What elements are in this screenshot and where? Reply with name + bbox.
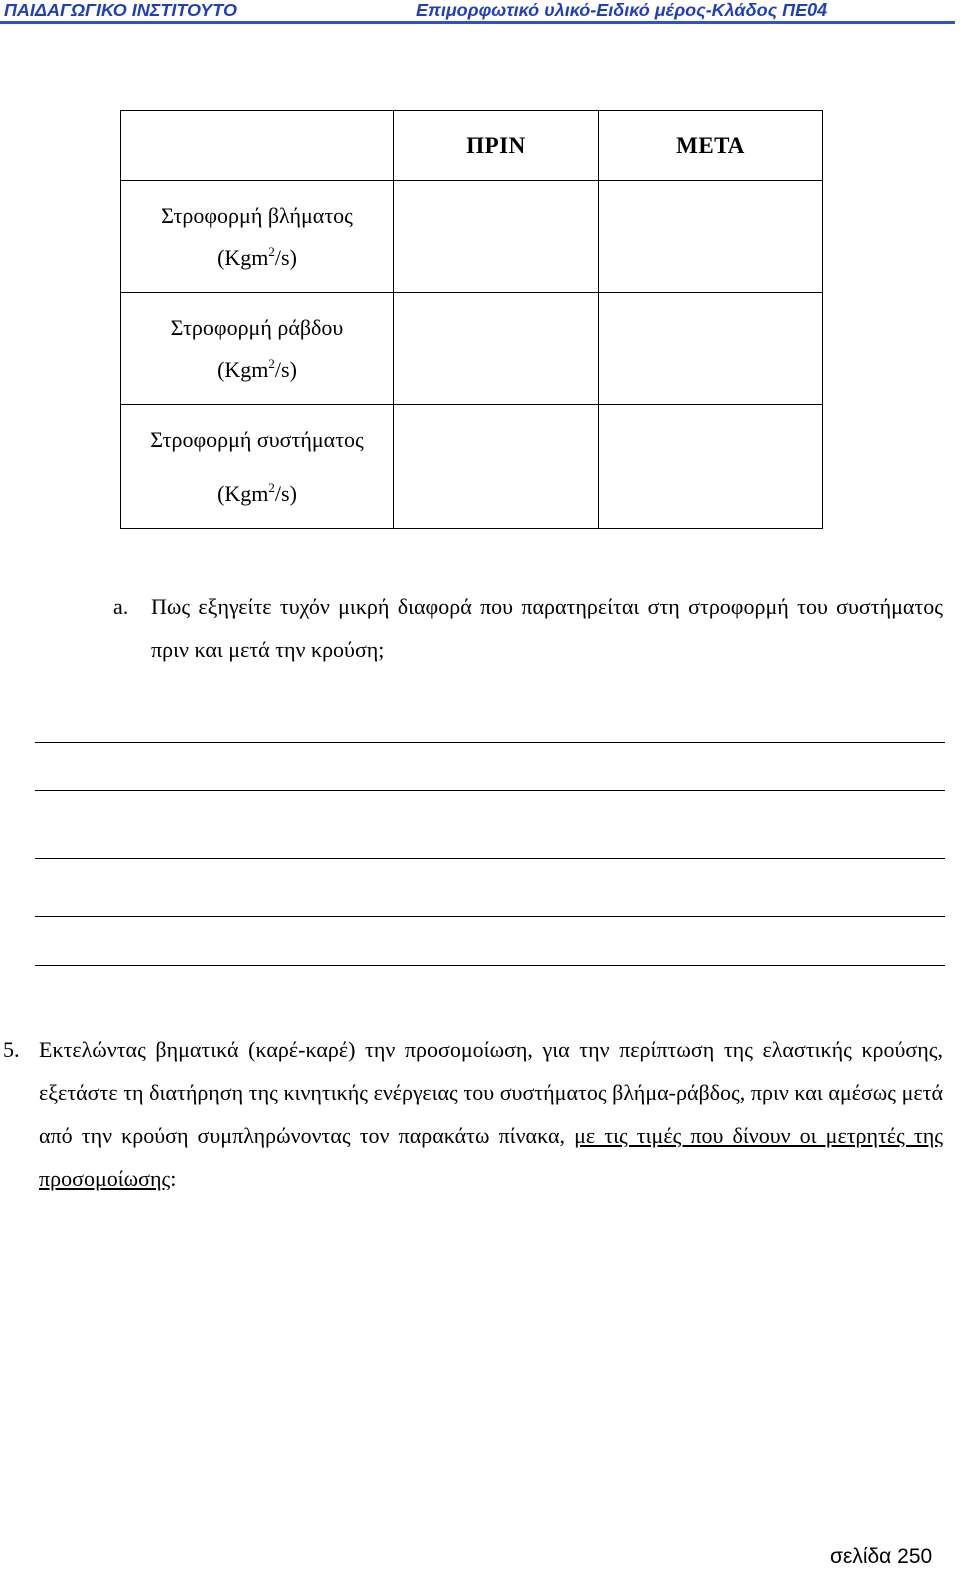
question-5 <box>3 1028 943 1200</box>
after-value-cell[interactable] <box>599 181 823 293</box>
question-a <box>113 585 943 671</box>
table-header-empty <box>121 111 394 181</box>
table-row <box>121 181 823 293</box>
header-divider <box>0 21 955 24</box>
row-label-cell <box>121 181 394 293</box>
row-unit: (Kgm$^2$/s) <box>217 355 297 382</box>
question-5-end: : <box>170 1166 177 1191</box>
question-a-marker: a. <box>113 594 129 619</box>
answer-line[interactable] <box>35 916 945 917</box>
question-5-text <box>39 1028 943 1200</box>
after-heading: ΜΕΤΑ <box>676 132 745 158</box>
before-heading: ΠΡΙΝ <box>466 132 526 158</box>
answer-line[interactable] <box>35 858 945 859</box>
material-title: Επιμορφωτικό υλικό-Ειδικό μέρος-Κλάδος ΠΕ04 <box>416 0 828 20</box>
table-header-row <box>121 111 823 181</box>
page-number: σελίδα 250 <box>830 1545 933 1568</box>
row-unit: (Kgm$^2$/s) <box>217 479 297 506</box>
after-value-cell[interactable] <box>599 405 823 529</box>
institute-title: ΠΑΙΔΑΓΩΓΙΚΟ ΙΝΣΤΙΤΟΥΤΟ <box>4 0 237 20</box>
row-label: Στροφορμή ράβδου <box>170 314 344 340</box>
row-label: Στροφορμή βλήματος <box>161 202 353 228</box>
table-header-after <box>599 111 823 181</box>
page-header <box>0 0 960 26</box>
table-header-before <box>394 111 599 181</box>
row-label-cell <box>121 293 394 405</box>
question-5-underlined: με τις τιμές που δίνουν οι μετρητές της προσομοίωσης <box>39 1123 943 1191</box>
question-5-marker: 5. <box>3 1037 20 1062</box>
row-label: Στροφορμή συστήματος <box>150 426 364 452</box>
row-label-cell <box>121 405 394 529</box>
question-5-body: Εκτελώντας βηματικά (καρέ-καρέ) την προσομοίωση, για την περίπτωση της ελαστικής κρούσης, εξετάστε τη διατήρηση της κινητικής ενέργειας του συστήματος βλήμα-ράβδος, πριν και αμέσως μετά από την κρούση συμπληρώνοντας τον παρακάτω πίνακα, <box>39 1037 943 1148</box>
table-row <box>121 405 823 529</box>
after-value-cell[interactable] <box>599 293 823 405</box>
question-a-text: Πως εξηγείτε τυχόν μικρή διαφορά που παρατηρείται στη στροφορμή του συστήματος πριν και μετά την κρούση; <box>151 594 943 662</box>
answer-line[interactable] <box>35 790 945 791</box>
before-value-cell[interactable] <box>394 405 599 529</box>
before-value-cell[interactable] <box>394 181 599 293</box>
before-value-cell[interactable] <box>394 293 599 405</box>
row-unit: (Kgm$^2$/s) <box>217 243 297 270</box>
angular-momentum-table <box>120 110 823 529</box>
answer-line[interactable] <box>35 742 945 743</box>
answer-line[interactable] <box>35 965 945 966</box>
table-row <box>121 293 823 405</box>
